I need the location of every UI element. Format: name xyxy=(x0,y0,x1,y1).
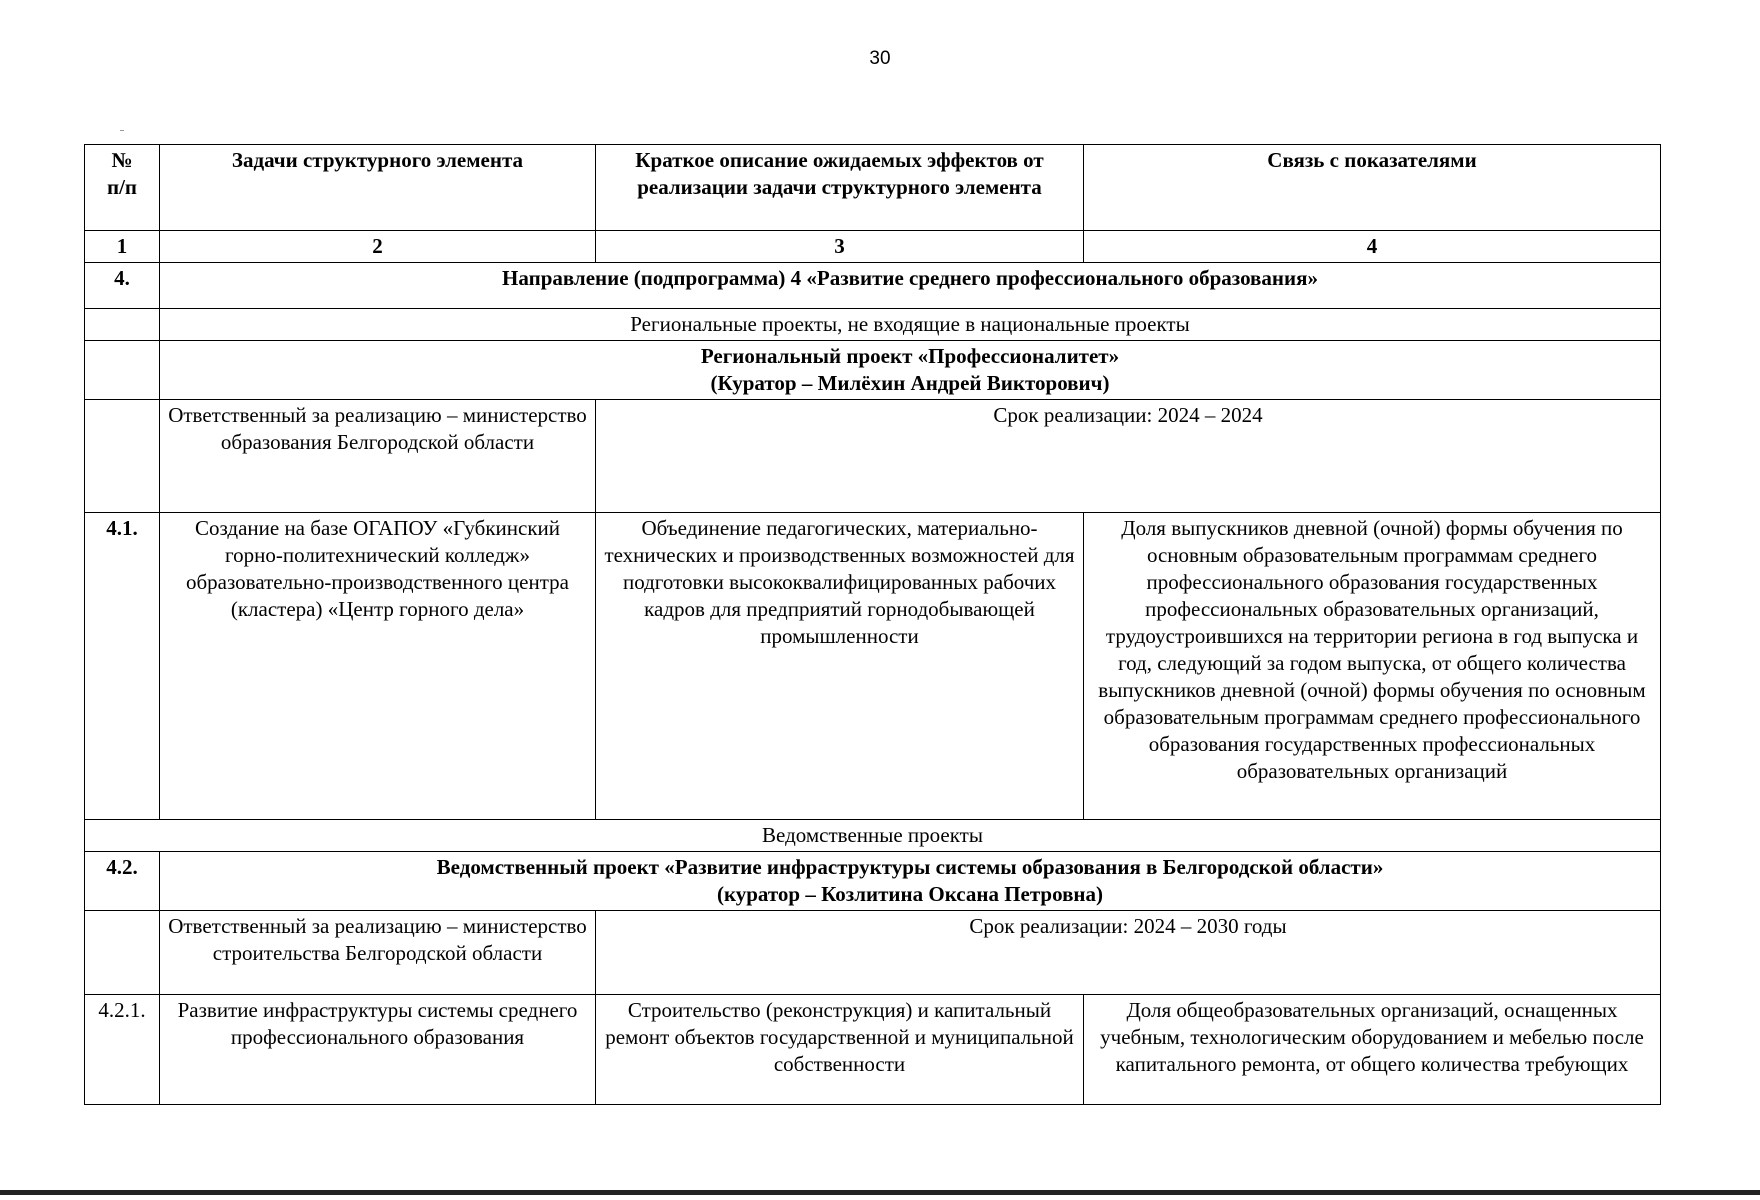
regional-project-name: Региональный проект «Профессионалитет» xyxy=(700,344,1120,368)
departmental-project-name: Ведомственный проект «Развитие инфраструктуры системы образования в Белгородской области» xyxy=(436,855,1384,879)
task-4-1-task: Создание на базе ОГАПОУ «Губкинский горно-политехнический колледж» образовательно-производственного центра (кластера) «Центр горного дела» xyxy=(160,513,596,820)
regional-heading-row xyxy=(85,309,1661,341)
task-4-1-effects: Объединение педагогических, материально-технических и производственных возможностей для подготовки высококвалифицированных рабочих кадров для предприятий горнодобывающей промышленности xyxy=(596,513,1084,820)
task-row-4-1 xyxy=(85,513,1661,820)
direction-num: 4. xyxy=(85,263,160,309)
departmental-heading: Ведомственные проекты xyxy=(85,820,1661,852)
regional-project-term: Срок реализации: 2024 – 2024 xyxy=(596,400,1661,513)
empty-cell xyxy=(85,911,160,995)
task-4-1-num: 4.1. xyxy=(85,513,160,820)
empty-cell xyxy=(85,341,160,400)
col-number-1: 1 xyxy=(85,231,160,263)
empty-cell xyxy=(85,309,160,341)
header-indicators: Связь с показателями xyxy=(1084,145,1661,231)
task-row-4-2-1 xyxy=(85,995,1661,1105)
departmental-project-meta-row xyxy=(85,911,1661,995)
scan-mark xyxy=(120,130,124,131)
regional-project-responsible: Ответственный за реализацию – министерство образования Белгородской области xyxy=(160,400,596,513)
departmental-heading-row xyxy=(85,820,1661,852)
col-number-4: 4 xyxy=(1084,231,1661,263)
col-number-2: 2 xyxy=(160,231,596,263)
regional-project-curator: (Куратор – Милёхин Андрей Викторович) xyxy=(710,371,1110,395)
regional-project-title xyxy=(160,341,1661,400)
task-4-2-1-indicators: Доля общеобразовательных организаций, оснащенных учебным, технологическим оборудованием и мебелью после капитального ремонта, от общего количества требующих xyxy=(1084,995,1661,1105)
departmental-project-responsible: Ответственный за реализацию – министерство строительства Белгородской области xyxy=(160,911,596,995)
departmental-project-title xyxy=(160,852,1661,911)
empty-cell xyxy=(85,400,160,513)
regional-heading: Региональные проекты, не входящие в национальные проекты xyxy=(160,309,1661,341)
regional-project-meta-row xyxy=(85,400,1661,513)
direction-title: Направление (подпрограмма) 4 «Развитие среднего профессионального образования» xyxy=(160,263,1661,309)
departmental-project-curator: (куратор – Козлитина Оксана Петровна) xyxy=(716,882,1104,906)
header-tasks: Задачи структурного элемента xyxy=(160,145,596,231)
header-row xyxy=(85,145,1661,231)
column-numbers-row xyxy=(85,231,1661,263)
plan-table xyxy=(84,144,1661,1105)
departmental-project-term: Срок реализации: 2024 – 2030 годы xyxy=(596,911,1661,995)
header-effects: Краткое описание ожидаемых эффектов от реализации задачи структурного элемента xyxy=(596,145,1084,231)
task-4-1-indicators: Доля выпускников дневной (очной) формы обучения по основным образовательным программам среднего профессионального образования государственных профессиональных образовательных организаций, трудоустроившихся на территории региона в год выпуска и год, следующий за годом выпуска, от общего количества выпускников дневной (очной) формы обучения по основным образовательным программам среднего профессионального образования государственных профессиональных образовательных организаций xyxy=(1084,513,1661,820)
bottom-rule xyxy=(0,1190,1760,1195)
departmental-project-row xyxy=(85,852,1661,911)
col-number-3: 3 xyxy=(596,231,1084,263)
regional-project-row xyxy=(85,341,1661,400)
direction-row xyxy=(85,263,1661,309)
header-num: № п/п xyxy=(85,145,160,231)
task-4-2-1-num: 4.2.1. xyxy=(85,995,160,1105)
departmental-project-num: 4.2. xyxy=(85,852,160,911)
task-4-2-1-effects: Строительство (реконструкция) и капитальный ремонт объектов государственной и муниципальной собственности xyxy=(596,995,1084,1105)
task-4-2-1-task: Развитие инфраструктуры системы среднего профессионального образования xyxy=(160,995,596,1105)
page-number: 30 xyxy=(869,48,891,69)
